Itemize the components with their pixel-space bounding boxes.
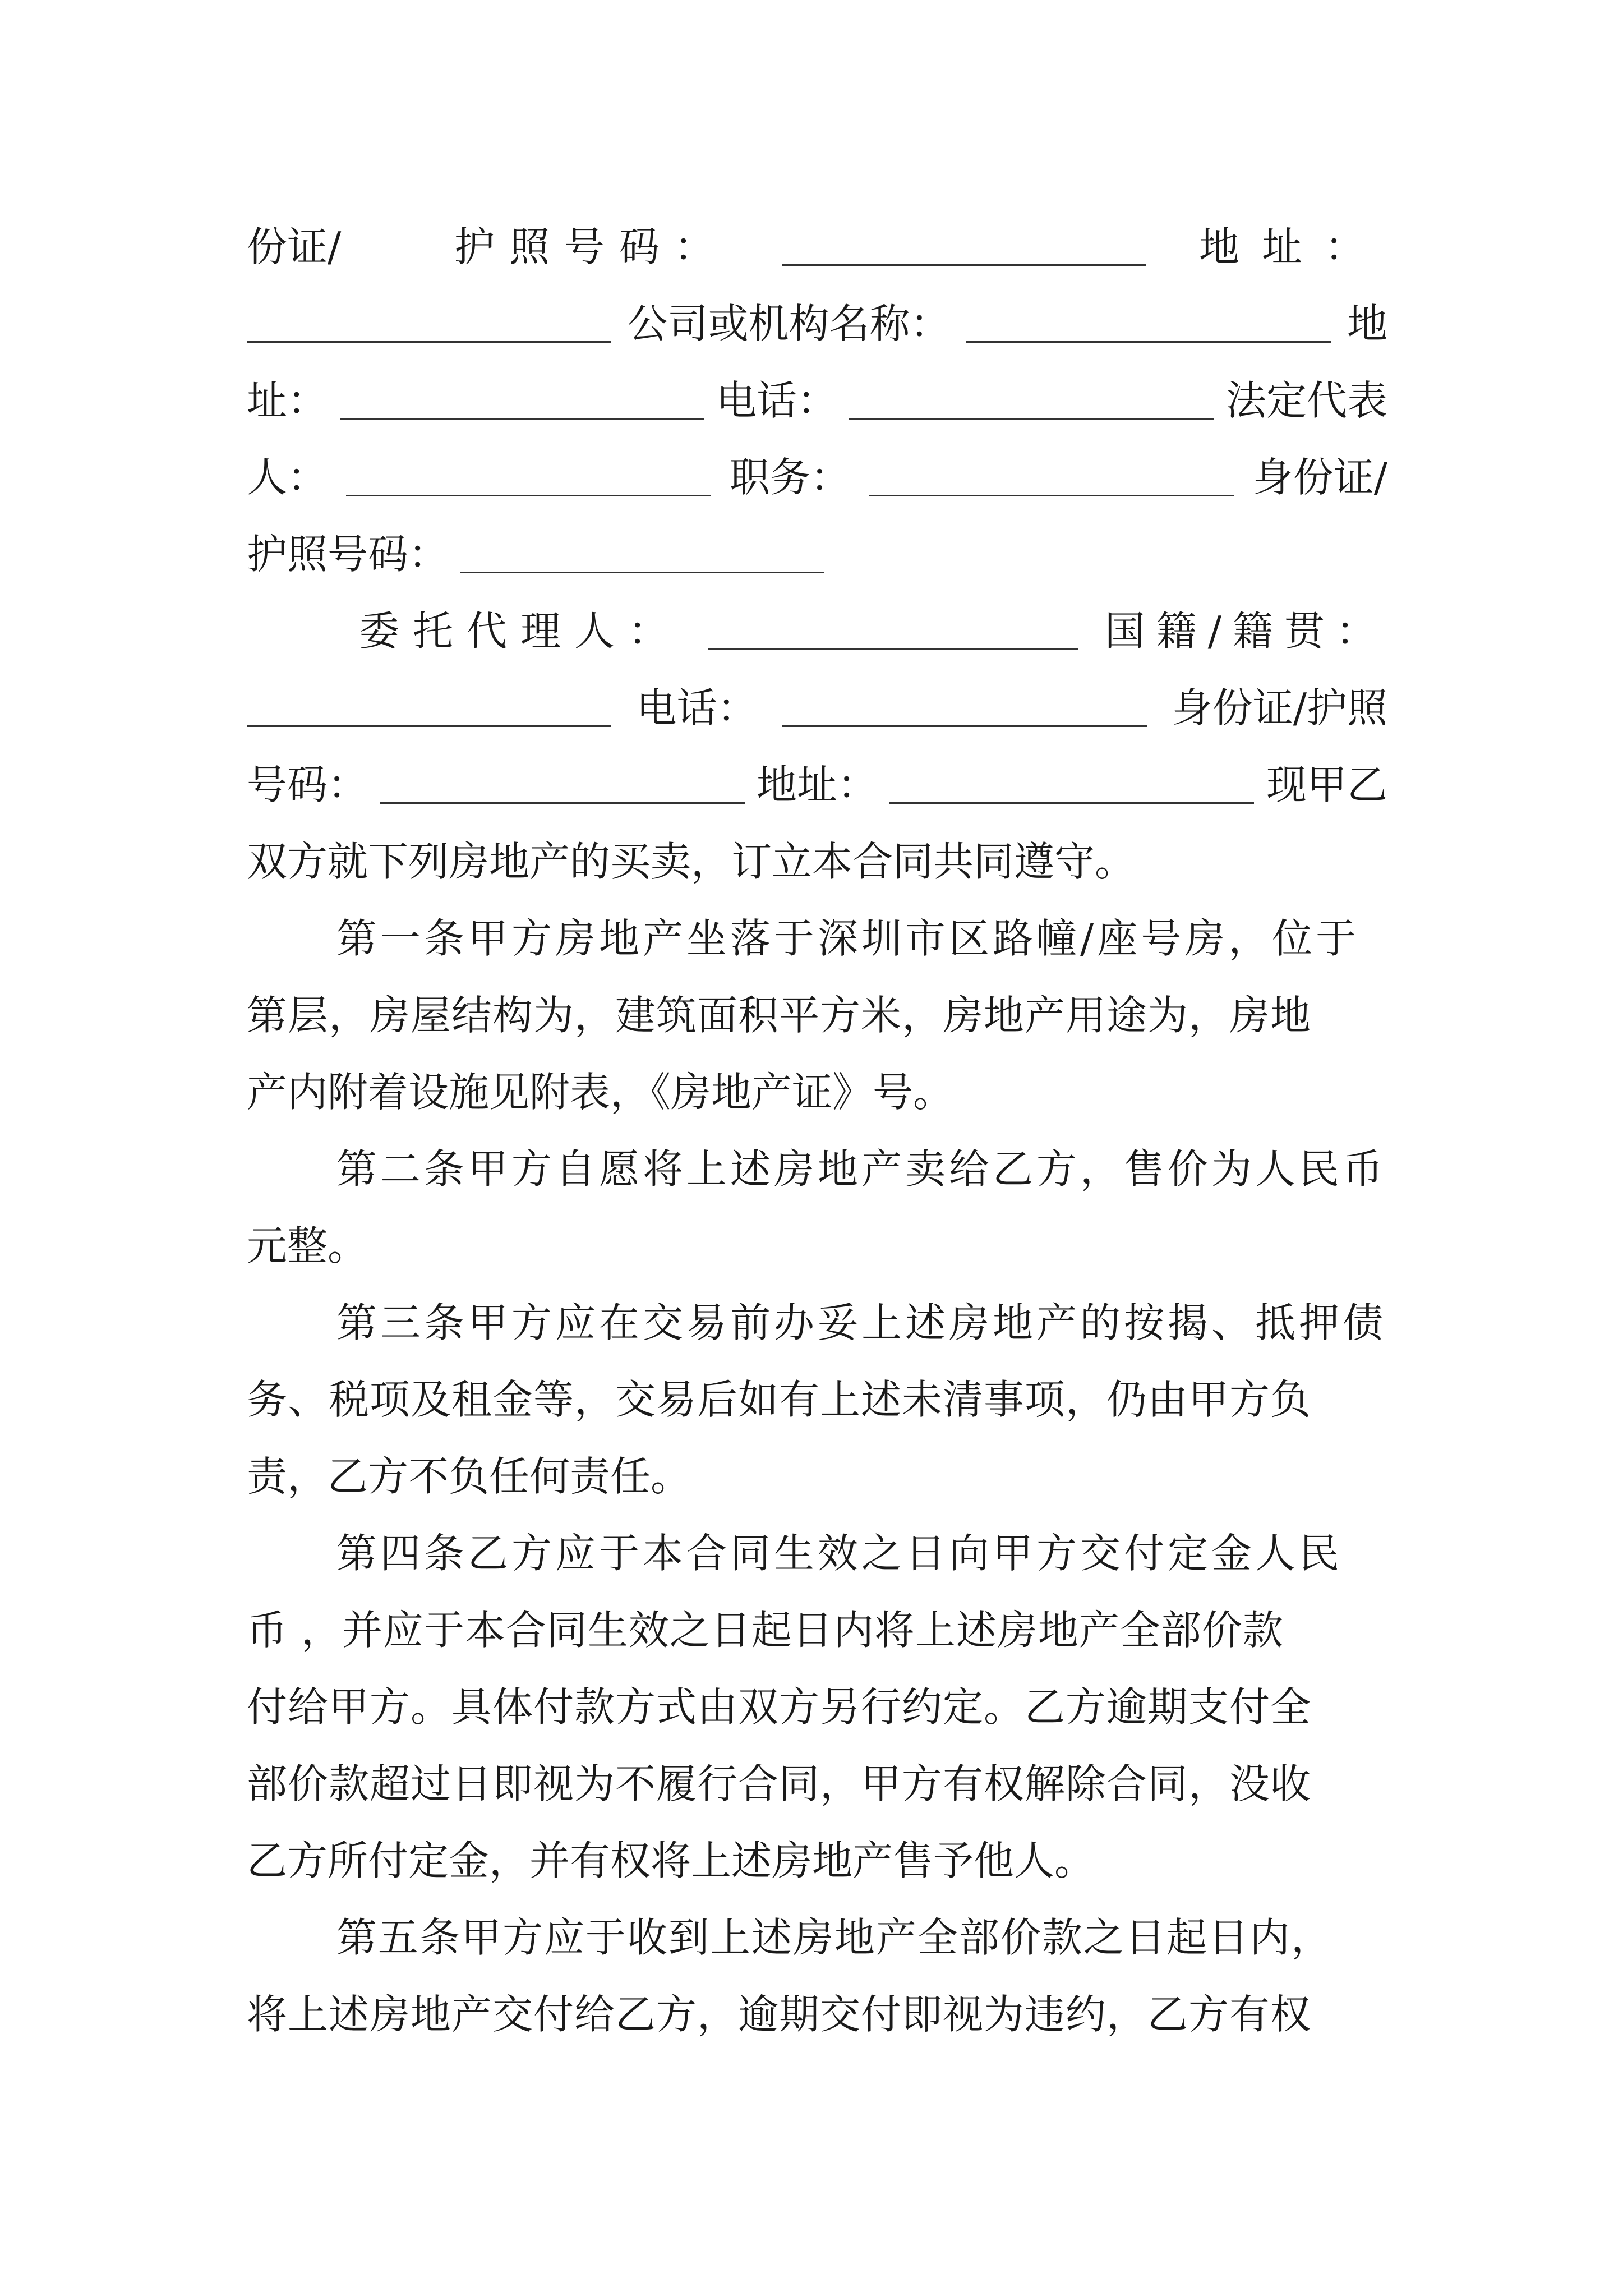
- blank-phone[interactable]: [849, 382, 1214, 420]
- blank-nationality[interactable]: [247, 689, 611, 727]
- article-3-line-2: [247, 1361, 1387, 1438]
- blank-position[interactable]: [869, 459, 1234, 496]
- article-1-text-3: 产内附着设施见附表，《房地产证》号。: [247, 1069, 954, 1116]
- contract-page: [247, 209, 1387, 2053]
- label-agent-phone: 电话：: [636, 684, 758, 731]
- blank-passport-number[interactable]: [782, 228, 1146, 266]
- article-4-line-5: [247, 1823, 1387, 1899]
- label-id-part: 份证/: [247, 223, 342, 270]
- article-4-text-2: 币 ，并应于本合同生效之日起日内将上述房地产全部价款: [247, 1607, 1284, 1654]
- agent-line-phone: [247, 670, 1387, 747]
- blank-agent[interactable]: [708, 613, 1078, 650]
- article-4-text-1: 第四条乙方应于本合同生效之日向甲方交付定金人民: [336, 1530, 1343, 1577]
- article-2-line-2: [247, 1208, 1387, 1285]
- article-2-line-1: [247, 1131, 1387, 1208]
- article-3-text-1: 第三条甲方应在交易前办妥上述房地产的按揭、抵押债: [336, 1299, 1387, 1346]
- blank-agent-address[interactable]: [889, 766, 1254, 804]
- blank-company-name[interactable]: [966, 305, 1331, 343]
- article-4-text-5: 乙方所付定金，并有权将上述房地产售予他人。: [247, 1837, 1095, 1884]
- blank-company-address[interactable]: [340, 382, 704, 420]
- blank-passport-number-2[interactable]: [460, 536, 824, 573]
- article-4-line-1: [247, 1515, 1387, 1592]
- label-id-passport: [247, 209, 729, 286]
- article-5-text-1: 第五条甲方应于收到上述房地产全部价款之日起日内，: [336, 1914, 1333, 1961]
- party-line-company: [247, 286, 1387, 362]
- label-position: 职务：: [729, 454, 851, 501]
- article-4-line-2: [247, 1592, 1387, 1669]
- article-1-text-1: 第一条甲方房地产坐落于深圳市区路幢/座号房，位于: [336, 915, 1360, 962]
- label-address-end: 址：: [247, 377, 328, 424]
- article-1-line-2: [247, 977, 1387, 1054]
- party-line-phone-rep: [247, 362, 1387, 439]
- agent-line-address: [247, 747, 1387, 823]
- blank-agent-phone[interactable]: [782, 689, 1147, 727]
- article-5-line-1: [247, 1899, 1387, 1976]
- article-1-text-2: 第层，房屋结构为，建筑面积平方米，房地产用途为，房地: [247, 992, 1312, 1039]
- article-5-line-2: [247, 1976, 1387, 2053]
- label-id-card: 身份证/: [1252, 454, 1387, 501]
- article-4-text-4: 部价款超过日即视为不履行合同，甲方有权解除合同，没收: [247, 1760, 1312, 1807]
- label-passport-number: 护照号码：: [454, 223, 729, 270]
- blank-legal-rep[interactable]: [346, 459, 711, 496]
- article-4-line-3: [247, 1669, 1387, 1746]
- label-company-name: 公司或机构名称：: [627, 300, 951, 347]
- article-1: [247, 900, 1387, 1131]
- article-3-text-3: 责，乙方不负任何责任。: [247, 1453, 691, 1500]
- text-parties: 现甲乙: [1266, 761, 1387, 808]
- party-line-passport: [247, 516, 1387, 593]
- text-intro: 双方就下列房地产的买卖，订立本合同共同遵守。: [247, 838, 1136, 885]
- blank-agent-id[interactable]: [380, 766, 745, 804]
- article-3: [247, 1285, 1387, 1515]
- label-legal-rep: 法定代表: [1225, 377, 1387, 424]
- article-2-text-2: 元整。: [247, 1222, 368, 1269]
- label-number: 号码：: [247, 761, 368, 808]
- agent-line: [247, 593, 1387, 670]
- article-3-line-1: [247, 1285, 1387, 1361]
- label-address: 地址：: [1198, 223, 1387, 270]
- article-3-text-2: 务、税项及租金等，交易后如有上述未清事项，仍由甲方负: [247, 1376, 1312, 1423]
- article-3-line-3: [247, 1438, 1387, 1515]
- label-phone: 电话：: [716, 377, 837, 424]
- article-1-line-3: [247, 1054, 1387, 1131]
- label-person: 人：: [247, 454, 328, 501]
- label-address-start: 地: [1347, 300, 1387, 347]
- intro-line: [247, 823, 1387, 900]
- label-nationality: 国籍/籍贯：: [1104, 608, 1387, 655]
- article-2: [247, 1131, 1387, 1285]
- party-line-position: [247, 439, 1387, 516]
- blank-address[interactable]: [247, 305, 611, 343]
- label-passport-number-2: 护照号码：: [247, 531, 449, 578]
- article-5-text-2: 将上述房地产交付给乙方，逾期交付即视为违约，乙方有权: [247, 1991, 1312, 2038]
- article-2-text-1: 第二条甲方自愿将上述房地产卖给乙方，售价为人民币: [336, 1145, 1387, 1193]
- article-4-line-4: [247, 1746, 1387, 1823]
- article-4-text-3: 付给甲方。具体付款方式由双方另行约定。乙方逾期支付全: [247, 1683, 1312, 1731]
- article-4: [247, 1515, 1387, 1899]
- label-agent-id: 身份证/护照: [1172, 684, 1387, 731]
- article-5: [247, 1899, 1387, 2053]
- label-agent: 委托代理人：: [359, 608, 683, 655]
- label-agent-address: 地址：: [756, 761, 878, 808]
- article-1-line-1: [247, 900, 1387, 977]
- party-line-id-address: [247, 209, 1387, 286]
